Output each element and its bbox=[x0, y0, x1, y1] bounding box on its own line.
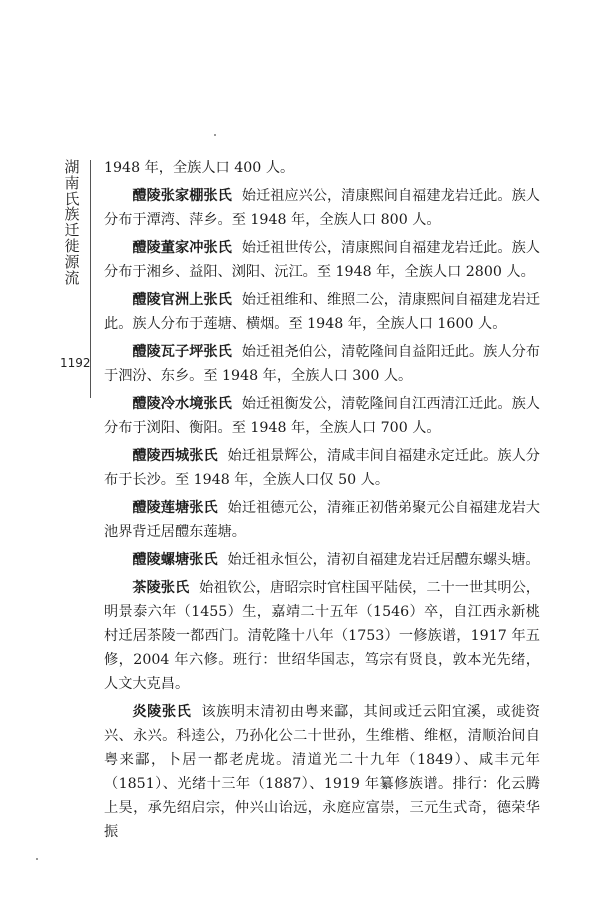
paragraph bbox=[104, 576, 540, 696]
paragraph bbox=[104, 236, 540, 284]
paragraph-text: 始迁祖尧伯公，清乾隆间自益阳迁此。族人分布于泗汾、东乡。至 1948 年，全族人口 300 人。 bbox=[104, 344, 540, 384]
paragraph-heading: 醴陵瓦子坪张氏 bbox=[132, 344, 232, 360]
paragraph-text: 始迁祖永恒公，清初自福建龙岩迁居醴东螺头塘。 bbox=[227, 552, 540, 568]
paragraph bbox=[104, 496, 540, 544]
paragraph-text: 始迁祖世传公，清康熙间自福建龙岩迁此。族人分布于湘乡、益阳、浏阳、沅江。至 1948 年，全族人口 2800 人。 bbox=[104, 240, 540, 280]
paragraph-text: 始祖钦公，唐昭宗时官柱国平陆侯，二十一世其明公，明景泰六年（1455）生，嘉靖二十五年（1546）卒，自江西永新桃村迁居茶陵一都西门。清乾隆十八年（1753）一修族谱，1917 年五修，2004 年六修。班行：世绍华国志，笃宗有贤良，敦本光先绪，人文大克昌。 bbox=[104, 580, 540, 692]
paragraph-text: 始迁祖景辉公，清咸丰间自福建永定迁此。族人分布于长沙。至 1948 年，全族人口仅 50 人。 bbox=[104, 448, 540, 488]
paragraph bbox=[104, 444, 540, 492]
paragraph bbox=[104, 156, 540, 180]
paragraph-text: 始迁祖维和、维照二公，清康熙间自福建龙岩迁此。族人分布于莲塘、横烟。至 1948 年，全族人口 1600 人。 bbox=[104, 292, 540, 332]
paragraph bbox=[104, 700, 540, 844]
paragraph-heading: 炎陵张氏 bbox=[132, 704, 192, 720]
paragraph-text: 始迁祖德元公，清雍正初偕弟聚元公自福建龙岩大池界背迁居醴东莲塘。 bbox=[104, 500, 540, 540]
paragraph-text: 该族明末清初由粤来酃，其间或迁云阳宜溪，或徙资兴、永兴。科逵公，乃孙化公二十世孙，生维楷、维枢，清顺治间自粤来酃，卜居一都老虎垅。清道光二十九年（1849）、咸丰元年（1851）、光绪十三年（1887）、1919 年纂修族谱。排行：化云腾上昊，承先绍启宗，仲兴山诒远，永庭应富崇，三元生式奇，德荣华振 bbox=[104, 704, 540, 840]
paragraph-heading: 醴陵张家棚张氏 bbox=[132, 188, 232, 204]
side-title: 湖南氏族迁徙源流 bbox=[64, 158, 80, 287]
paragraph-heading: 醴陵莲塘张氏 bbox=[132, 500, 218, 516]
paragraph-heading: 醴陵官洲上张氏 bbox=[132, 292, 232, 308]
paragraph-text: 1948 年，全族人口 400 人。 bbox=[104, 160, 295, 176]
paragraph-heading: 醴陵冷水境张氏 bbox=[132, 396, 232, 412]
paragraph bbox=[104, 548, 540, 572]
print-speck bbox=[36, 858, 38, 860]
paragraph-text: 始迁祖应兴公，清康熙间自福建龙岩迁此。族人分布于潭湾、萍乡。至 1948 年，全族人口 800 人。 bbox=[104, 188, 540, 228]
paragraph-heading: 醴陵董家冲张氏 bbox=[132, 240, 232, 256]
paragraph-heading: 茶陵张氏 bbox=[132, 580, 190, 596]
print-speck bbox=[214, 134, 216, 136]
paragraph bbox=[104, 340, 540, 388]
paragraph bbox=[104, 288, 540, 336]
paragraph-heading: 醴陵螺塘张氏 bbox=[132, 552, 218, 568]
paragraph bbox=[104, 392, 540, 440]
body-text bbox=[104, 156, 540, 848]
paragraph-text: 始迁祖衡发公，清乾隆间自江西清江迁此。族人分布于浏阳、衡阳。至 1948 年，全族人口 700 人。 bbox=[104, 396, 540, 436]
paragraph bbox=[104, 184, 540, 232]
page-number: 1192 bbox=[60, 356, 91, 370]
paragraph-heading: 醴陵西城张氏 bbox=[132, 448, 218, 464]
